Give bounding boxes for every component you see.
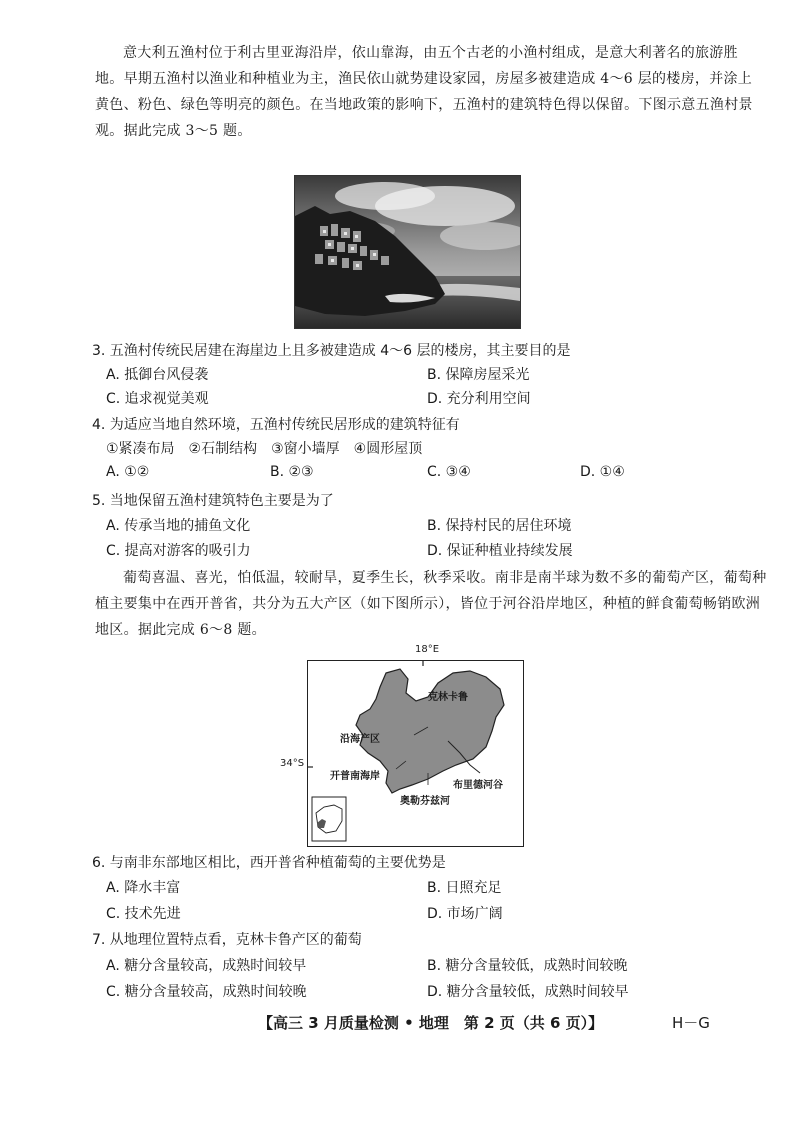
question-6-option-a[interactable]: A. 降水丰富 bbox=[106, 880, 181, 896]
question-3-option-c[interactable]: C. 追求视觉美观 bbox=[106, 391, 209, 407]
question-5-option-c[interactable]: C. 提高对游客的吸引力 bbox=[106, 543, 251, 559]
passage-line: 观。据此完成 3～5 题。 bbox=[95, 123, 252, 139]
passage-line: 地区。据此完成 6～8 题。 bbox=[95, 622, 266, 638]
question-6-option-d[interactable]: D. 市场广阔 bbox=[427, 906, 503, 922]
question-7-option-c[interactable]: C. 糖分含量较高，成熟时间较晚 bbox=[106, 984, 307, 1000]
wine-regions-map bbox=[308, 661, 523, 846]
map-label-breede: 布里德河谷 bbox=[453, 780, 503, 791]
passage-line: 葡萄喜温、喜光，怕低温，较耐旱，夏季生长，秋季采收。南非是南半球为数不多的葡萄产区，葡萄种 bbox=[123, 570, 767, 586]
passage-line: 地。早期五渔村以渔业和种植业为主，渔民依山就势建设家园，房屋多被建造成 4～6 层的楼房，并涂上 bbox=[95, 71, 753, 87]
question-4-stem: 4. 为适应当地自然环境，五渔村传统民居形成的建筑特征有 bbox=[92, 417, 460, 433]
village-landscape-image bbox=[295, 176, 520, 328]
passage-grapes bbox=[95, 565, 767, 643]
passage-line: 意大利五渔村位于利古里亚海沿岸，依山靠海，由五个古老的小渔村组成，是意大利著名的旅游胜 bbox=[123, 45, 738, 61]
paper-code: H－G bbox=[672, 1014, 710, 1032]
question-7-option-a[interactable]: A. 糖分含量较高，成熟时间较早 bbox=[106, 958, 307, 974]
question-4-items: ①紧凑布局 ②石制结构 ③窗小墙厚 ④圆形屋顶 bbox=[106, 441, 423, 457]
map-longitude-label: 18°E bbox=[415, 644, 440, 655]
map-label-olifants: 奥勒芬兹河 bbox=[400, 796, 450, 807]
question-4-option-c[interactable]: C. ③④ bbox=[427, 464, 471, 480]
question-7-option-d[interactable]: D. 糖分含量较低，成熟时间较早 bbox=[427, 984, 629, 1000]
map-label-kleinkaroo: 克林卡鲁 bbox=[428, 692, 468, 703]
question-4-option-b[interactable]: B. ②③ bbox=[270, 464, 314, 480]
question-3-option-a[interactable]: A. 抵御台风侵袭 bbox=[106, 367, 209, 383]
question-6-option-b[interactable]: B. 日照充足 bbox=[427, 880, 502, 896]
passage-line: 植主要集中在西开普省，共分为五大产区（如下图所示），皆位于河谷沿岸地区，种植的鲜食葡萄畅销欧洲 bbox=[95, 596, 761, 612]
question-5-option-a[interactable]: A. 传承当地的捕鱼文化 bbox=[106, 518, 251, 534]
western-cape-map bbox=[307, 660, 524, 847]
map-label-southcoast: 开普南海岸 bbox=[330, 771, 380, 782]
question-7-option-b[interactable]: B. 糖分含量较低，成熟时间较晚 bbox=[427, 958, 628, 974]
question-5-option-d[interactable]: D. 保证种植业持续发展 bbox=[427, 543, 573, 559]
question-5-stem: 5. 当地保留五渔村建筑特色主要是为了 bbox=[92, 493, 334, 509]
map-latitude-label: 34°S bbox=[280, 758, 305, 769]
question-3-stem: 3. 五渔村传统民居建在海崖边上且多被建造成 4～6 层的楼房，其主要目的是 bbox=[92, 343, 571, 359]
question-6-stem: 6. 与南非东部地区相比，西开普省种植葡萄的主要优势是 bbox=[92, 855, 446, 871]
question-3-option-d[interactable]: D. 充分利用空间 bbox=[427, 391, 531, 407]
question-7-stem: 7. 从地理位置特点看，克林卡鲁产区的葡萄 bbox=[92, 932, 362, 948]
question-6-option-c[interactable]: C. 技术先进 bbox=[106, 906, 181, 922]
cinque-terre-photo bbox=[294, 175, 521, 329]
question-4-option-d[interactable]: D. ①④ bbox=[580, 464, 625, 480]
passage-cinque-terre bbox=[95, 40, 753, 144]
map-label-coastal: 沿海产区 bbox=[340, 734, 380, 745]
passage-line: 黄色、粉色、绿色等明亮的颜色。在当地政策的影响下，五渔村的建筑特色得以保留。下图示意五渔村景 bbox=[95, 97, 753, 113]
question-5-option-b[interactable]: B. 保持村民的居住环境 bbox=[427, 518, 572, 534]
question-3-option-b[interactable]: B. 保障房屋采光 bbox=[427, 367, 530, 383]
question-4-option-a[interactable]: A. ①② bbox=[106, 464, 150, 480]
page-footer: 【高三 3 月质量检测 • 地理 第 2 页（共 6 页）】 bbox=[258, 1014, 604, 1032]
